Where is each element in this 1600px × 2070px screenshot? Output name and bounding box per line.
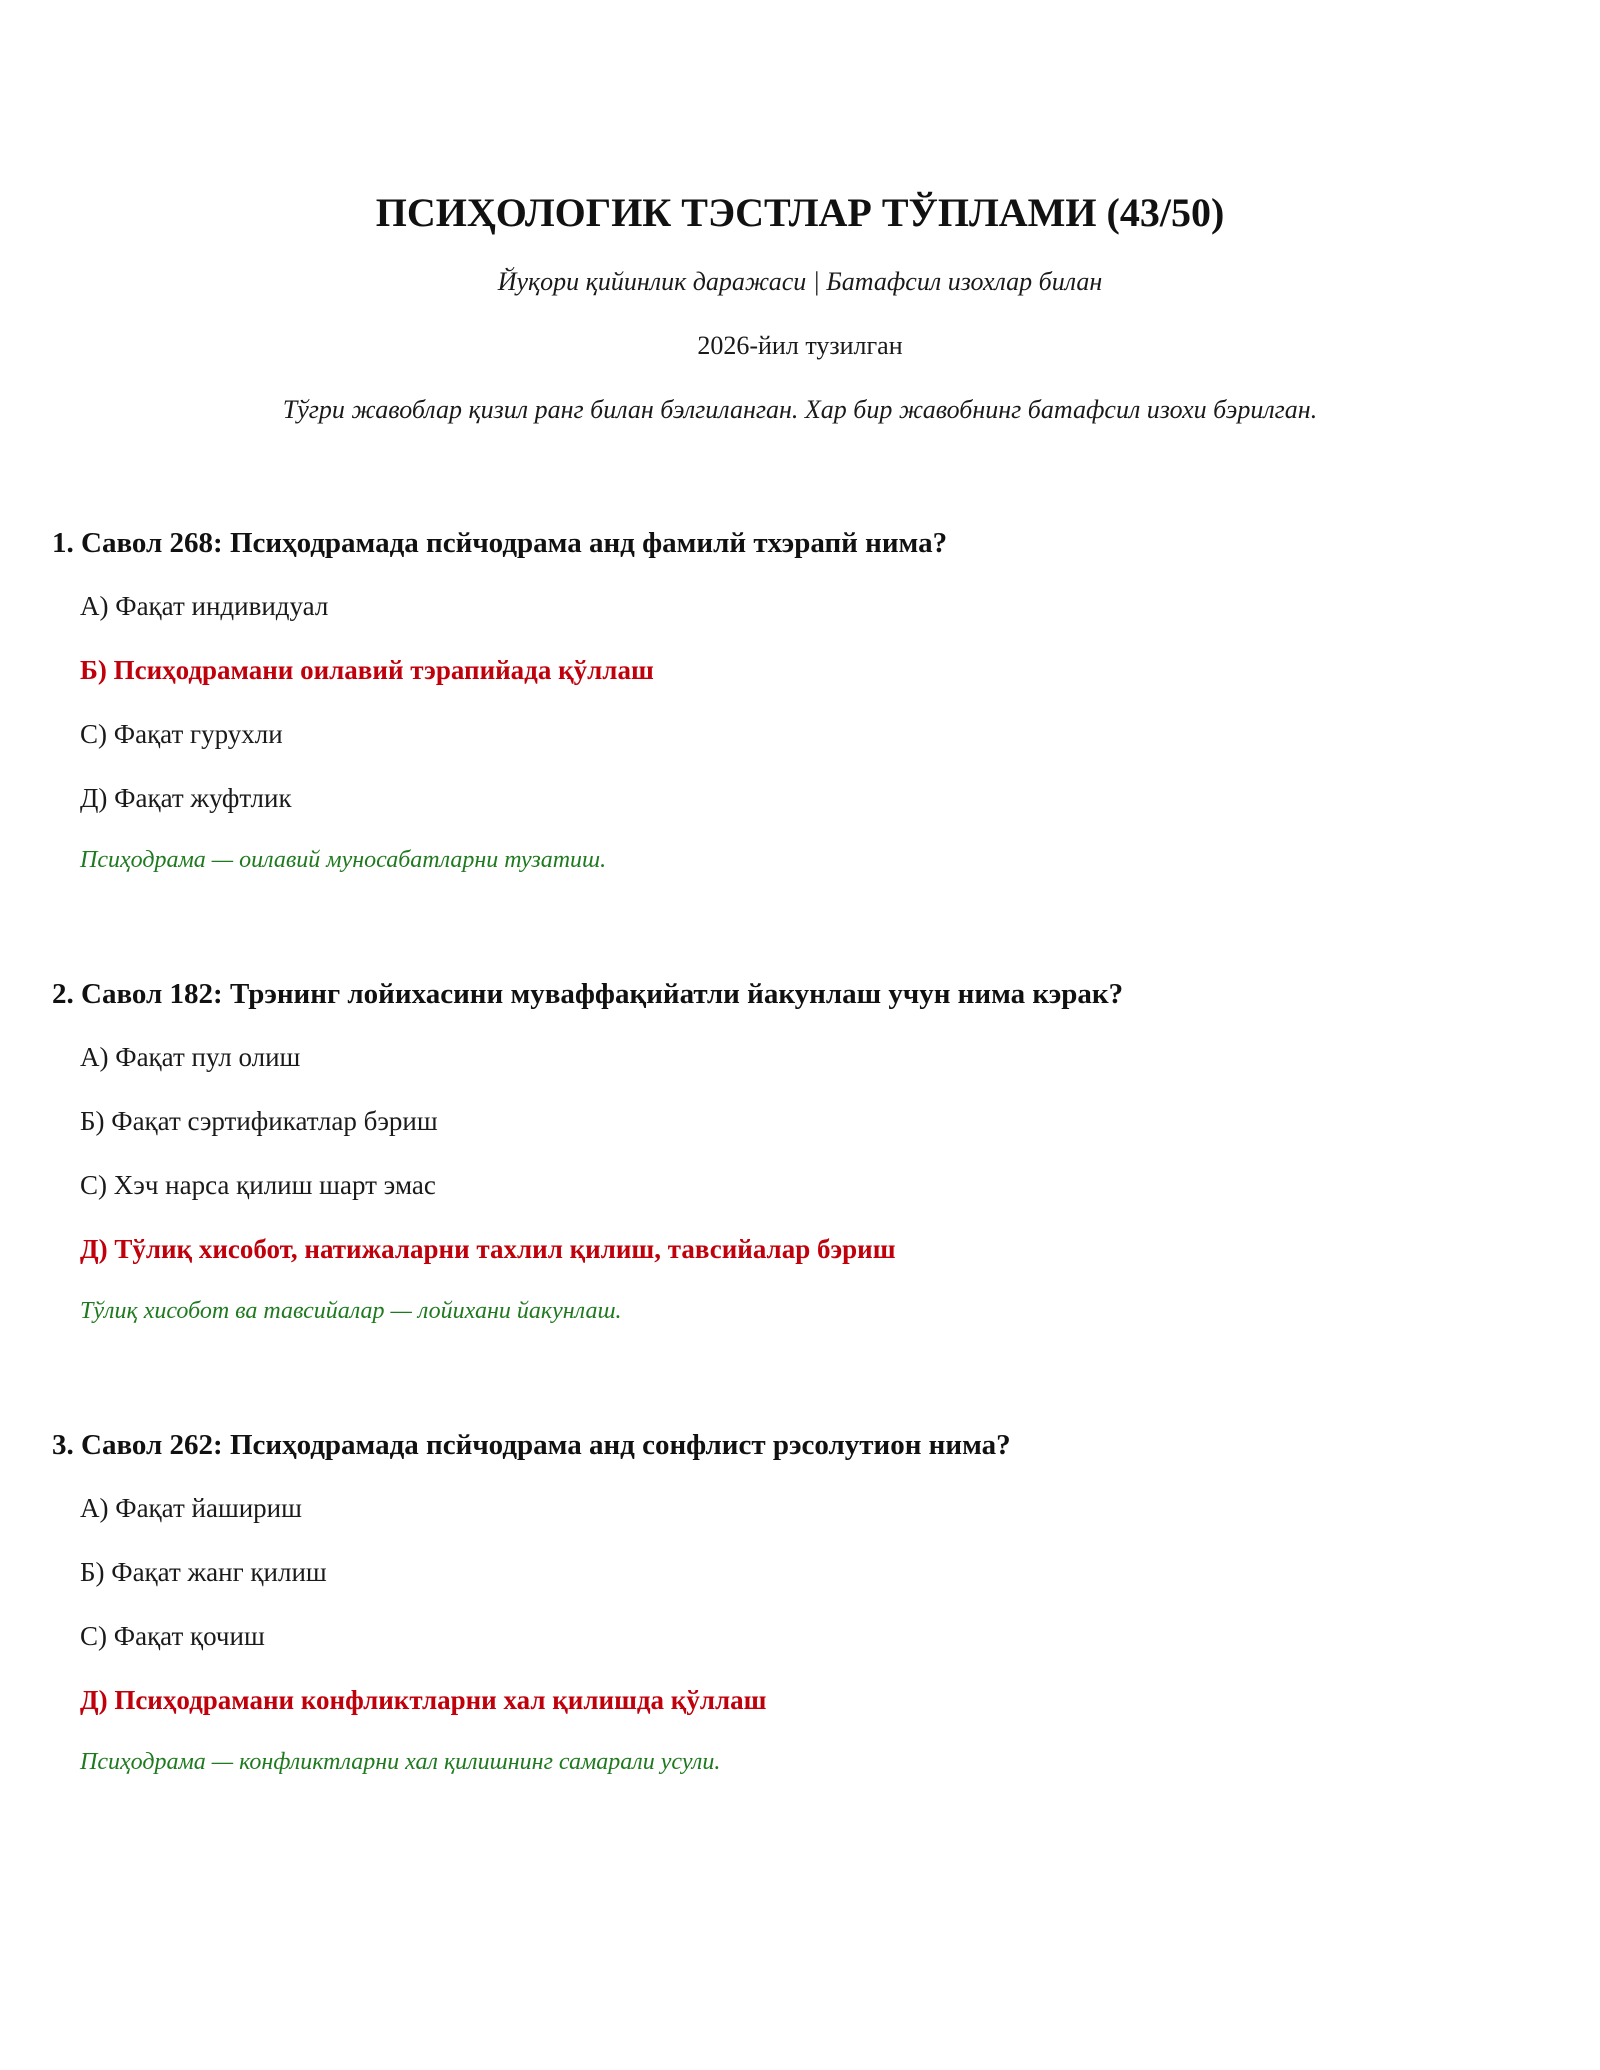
question-title: 3. Савол 262: Псиҳодрамада псйчодрама анд сонфлист рэсолутион нима? [52,1429,1011,1461]
answer-option: Б) Фақат жанг қилиш [80,1557,327,1587]
correct-answer-option: Б) Псиҳодрамани оилавий тэрапийада қўллаш [80,655,654,685]
document-year: 2026-йил тузилган [697,331,903,360]
answer-option: А) Фақат пул олиш [80,1042,301,1072]
answer-option: С) Хэч нарса қилиш шарт эмас [80,1170,436,1200]
question-item [52,1424,1011,1780]
document-header [0,185,1600,429]
answer-option: С) Фақат гурухли [80,719,283,749]
question-item [52,973,1123,1329]
answer-option: Д) Фақат жуфтлик [80,783,292,813]
question-title: 1. Савол 268: Псиҳодрамада псйчодрама анд фамилй тхэрапй нима? [52,527,948,559]
answer-explanation: Тўлиқ хисобот ва тавсийалар — лойихани йакунлаш. [80,1298,622,1324]
question-title: 2. Савол 182: Трэнинг лойихасини муваффақийатли йакунлаш учун нима кэрак? [52,978,1124,1010]
answer-explanation: Псиҳодрама — оилавий муносабатларни тузатиш. [80,847,607,873]
answer-explanation: Псиҳодрама — конфликтларни хал қилишнинг самарали усули. [80,1749,721,1775]
question-item [52,522,947,878]
document-subtitle: Йуқори қийинлик даражаси | Батафсил изохлар билан [497,267,1103,296]
correct-answer-option: Д) Псиҳодрамани конфликтларни хал қилишда қўллаш [80,1685,767,1715]
document-title: ПСИҲОЛОГИК ТЭСТЛАР ТЎПЛАМИ (43/50) [375,190,1225,235]
correct-answer-option: Д) Тўлиқ хисобот, натижаларни тахлил қилиш, тавсийалар бэриш [80,1234,896,1264]
answer-option: А) Фақат индивидуал [80,591,329,621]
answer-option: А) Фақат йашириш [80,1493,302,1523]
answer-option: Б) Фақат сэртификатлар бэриш [80,1106,438,1136]
document-note: Тўгри жавоблар қизил ранг билан бэлгиланган. Хар бир жавобнинг батафсил изохи бэрилган. [282,395,1318,424]
answer-option: С) Фақат қочиш [80,1621,265,1651]
